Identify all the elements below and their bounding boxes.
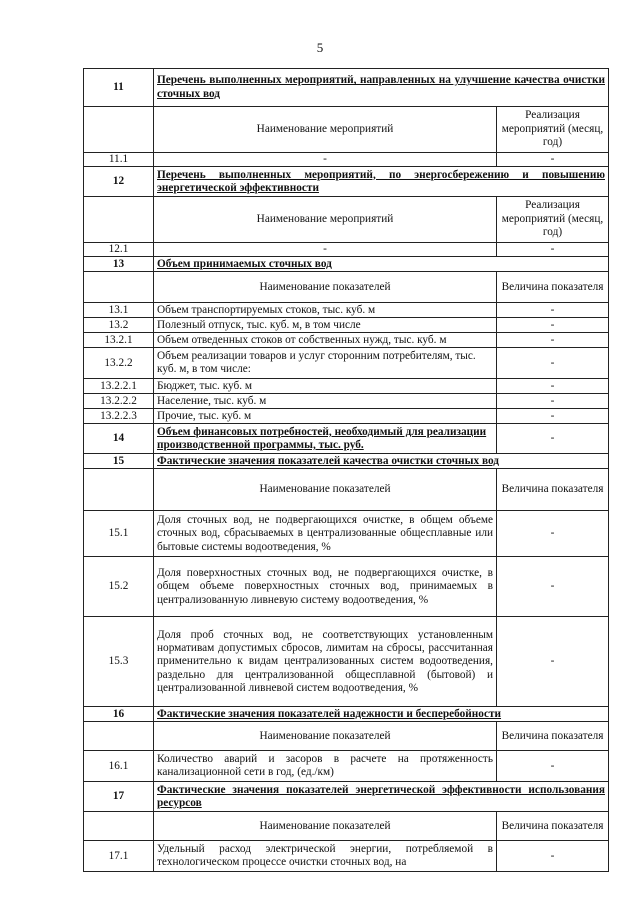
value-column-header: Величина показателя — [497, 812, 609, 841]
section-title: Фактические значения показателей надежности и бесперебойности — [154, 707, 609, 722]
row-number: 13.1 — [84, 303, 154, 318]
section-header-16 — [84, 707, 609, 722]
row-number: 17.1 — [84, 841, 154, 872]
row-value: - — [497, 557, 609, 617]
table-row — [84, 841, 609, 872]
row-name: - — [154, 243, 497, 257]
row-value: - — [497, 841, 609, 872]
section-header-17 — [84, 782, 609, 812]
table-row — [84, 394, 609, 409]
row-number: 13.2 — [84, 318, 154, 333]
row-value: - — [497, 379, 609, 394]
section-header-15 — [84, 454, 609, 469]
row-value: - — [497, 511, 609, 557]
table-row — [84, 751, 609, 782]
name-column-header: Наименование показателей — [154, 469, 497, 511]
column-header-row — [84, 272, 609, 303]
table-row — [84, 318, 609, 333]
empty-cell — [84, 469, 154, 511]
name-column-header: Наименование показателей — [154, 722, 497, 751]
row-number: 16.1 — [84, 751, 154, 782]
section-title: Объем финансовых потребностей, необходимый для реализации производственной программы, тыс. руб. — [154, 424, 497, 454]
row-number: 11.1 — [84, 153, 154, 167]
row-value: - — [497, 348, 609, 379]
page-number: 5 — [316, 40, 324, 55]
row-number: 13.2.2.1 — [84, 379, 154, 394]
row-name: Объем транспортируемых стоков, тыс. куб. м — [154, 303, 497, 318]
section-number: 16 — [84, 707, 154, 722]
row-number: 15.2 — [84, 557, 154, 617]
row-number: 15.1 — [84, 511, 154, 557]
name-column-header: Наименование показателей — [154, 272, 497, 303]
table-row — [84, 243, 609, 257]
value-column-header: Реализация мероприятий (месяц, год) — [497, 197, 609, 243]
table-row — [84, 333, 609, 348]
section-title: Объем принимаемых сточных вод — [154, 257, 609, 272]
row-value: - — [497, 303, 609, 318]
value-column-header: Величина показателя — [497, 722, 609, 751]
section-header-12 — [84, 167, 609, 197]
row-number: 12.1 — [84, 243, 154, 257]
section-header-11 — [84, 69, 609, 107]
row-name: Доля сточных вод, не подвергающихся очистке, в общем объеме сточных вод, сбрасываемых в централизованные общесплавные или бытовые системы водоотведения, % — [154, 511, 497, 557]
table-row — [84, 409, 609, 424]
column-header-row — [84, 197, 609, 243]
value-column-header: Величина показателя — [497, 469, 609, 511]
row-value: - — [497, 424, 609, 454]
section-title: Фактические значения показателей энергетической эффективности использования ресурсов — [154, 782, 609, 812]
section-title: Перечень выполненных мероприятий, направленных на улучшение качества очистки сточных вод — [154, 69, 609, 107]
row-number: 13.2.2 — [84, 348, 154, 379]
row-value: - — [497, 318, 609, 333]
row-name: Удельный расход электрической энергии, потребляемой в технологическом процессе очистки сточных вод, на — [154, 841, 497, 872]
value-column-header: Величина показателя — [497, 272, 609, 303]
column-header-row — [84, 107, 609, 153]
value-column-header: Реализация мероприятий (месяц, год) — [497, 107, 609, 153]
table-row — [84, 617, 609, 707]
row-name: Население, тыс. куб. м — [154, 394, 497, 409]
row-name: Доля поверхностных сточных вод, не подвергающихся очистке, в общем объеме поверхностных сточных вод, принимаемых в централизованную ливневую систему водоотведения, % — [154, 557, 497, 617]
section-number: 11 — [84, 69, 154, 107]
row-number: 13.2.1 — [84, 333, 154, 348]
empty-cell — [84, 812, 154, 841]
row-value: - — [497, 243, 609, 257]
section-title: Фактические значения показателей качества очистки сточных вод — [154, 454, 609, 469]
name-column-header: Наименование мероприятий — [154, 107, 497, 153]
row-name: Полезный отпуск, тыс. куб. м, в том числе — [154, 318, 497, 333]
section-header-13 — [84, 257, 609, 272]
section-number: 17 — [84, 782, 154, 812]
section-header-14 — [84, 424, 609, 454]
empty-cell — [84, 197, 154, 243]
table-row — [84, 303, 609, 318]
column-header-row — [84, 469, 609, 511]
row-number: 13.2.2.3 — [84, 409, 154, 424]
row-name: Количество аварий и засоров в расчете на протяженность канализационной сети в год, (ед./км) — [154, 751, 497, 782]
row-value: - — [497, 409, 609, 424]
empty-cell — [84, 107, 154, 153]
table-row — [84, 557, 609, 617]
name-column-header: Наименование мероприятий — [154, 197, 497, 243]
section-number: 14 — [84, 424, 154, 454]
table-row — [84, 379, 609, 394]
section-number: 15 — [84, 454, 154, 469]
row-value: - — [497, 153, 609, 167]
empty-cell — [84, 722, 154, 751]
row-value: - — [497, 394, 609, 409]
table-row — [84, 348, 609, 379]
row-name: - — [154, 153, 497, 167]
row-value: - — [497, 751, 609, 782]
table-row — [84, 153, 609, 167]
section-number: 13 — [84, 257, 154, 272]
column-header-row — [84, 812, 609, 841]
row-name: Объем отведенных стоков от собственных нужд, тыс. куб. м — [154, 333, 497, 348]
production-program-table — [83, 68, 609, 872]
row-number: 13.2.2.2 — [84, 394, 154, 409]
row-value: - — [497, 333, 609, 348]
row-name: Прочие, тыс. куб. м — [154, 409, 497, 424]
column-header-row — [84, 722, 609, 751]
section-title: Перечень выполненных мероприятий, по энергосбережению и повышению энергетической эффективности — [154, 167, 609, 197]
row-name: Доля проб сточных вод, не соответствующих установленным нормативам допустимых сбросов, лимитам на сбросы, рассчитанная применительно к видам централизованных систем водоотведения, раздельно для централизованной общесплавной (бытовой) и централизованной ливневой систем водоотведения, % — [154, 617, 497, 707]
row-number: 15.3 — [84, 617, 154, 707]
row-value: - — [497, 617, 609, 707]
name-column-header: Наименование показателей — [154, 812, 497, 841]
row-name: Бюджет, тыс. куб. м — [154, 379, 497, 394]
row-name: Объем реализации товаров и услуг сторонним потребителям, тыс. куб. м, в том числе: — [154, 348, 497, 379]
empty-cell — [84, 272, 154, 303]
table-row — [84, 511, 609, 557]
section-number: 12 — [84, 167, 154, 197]
